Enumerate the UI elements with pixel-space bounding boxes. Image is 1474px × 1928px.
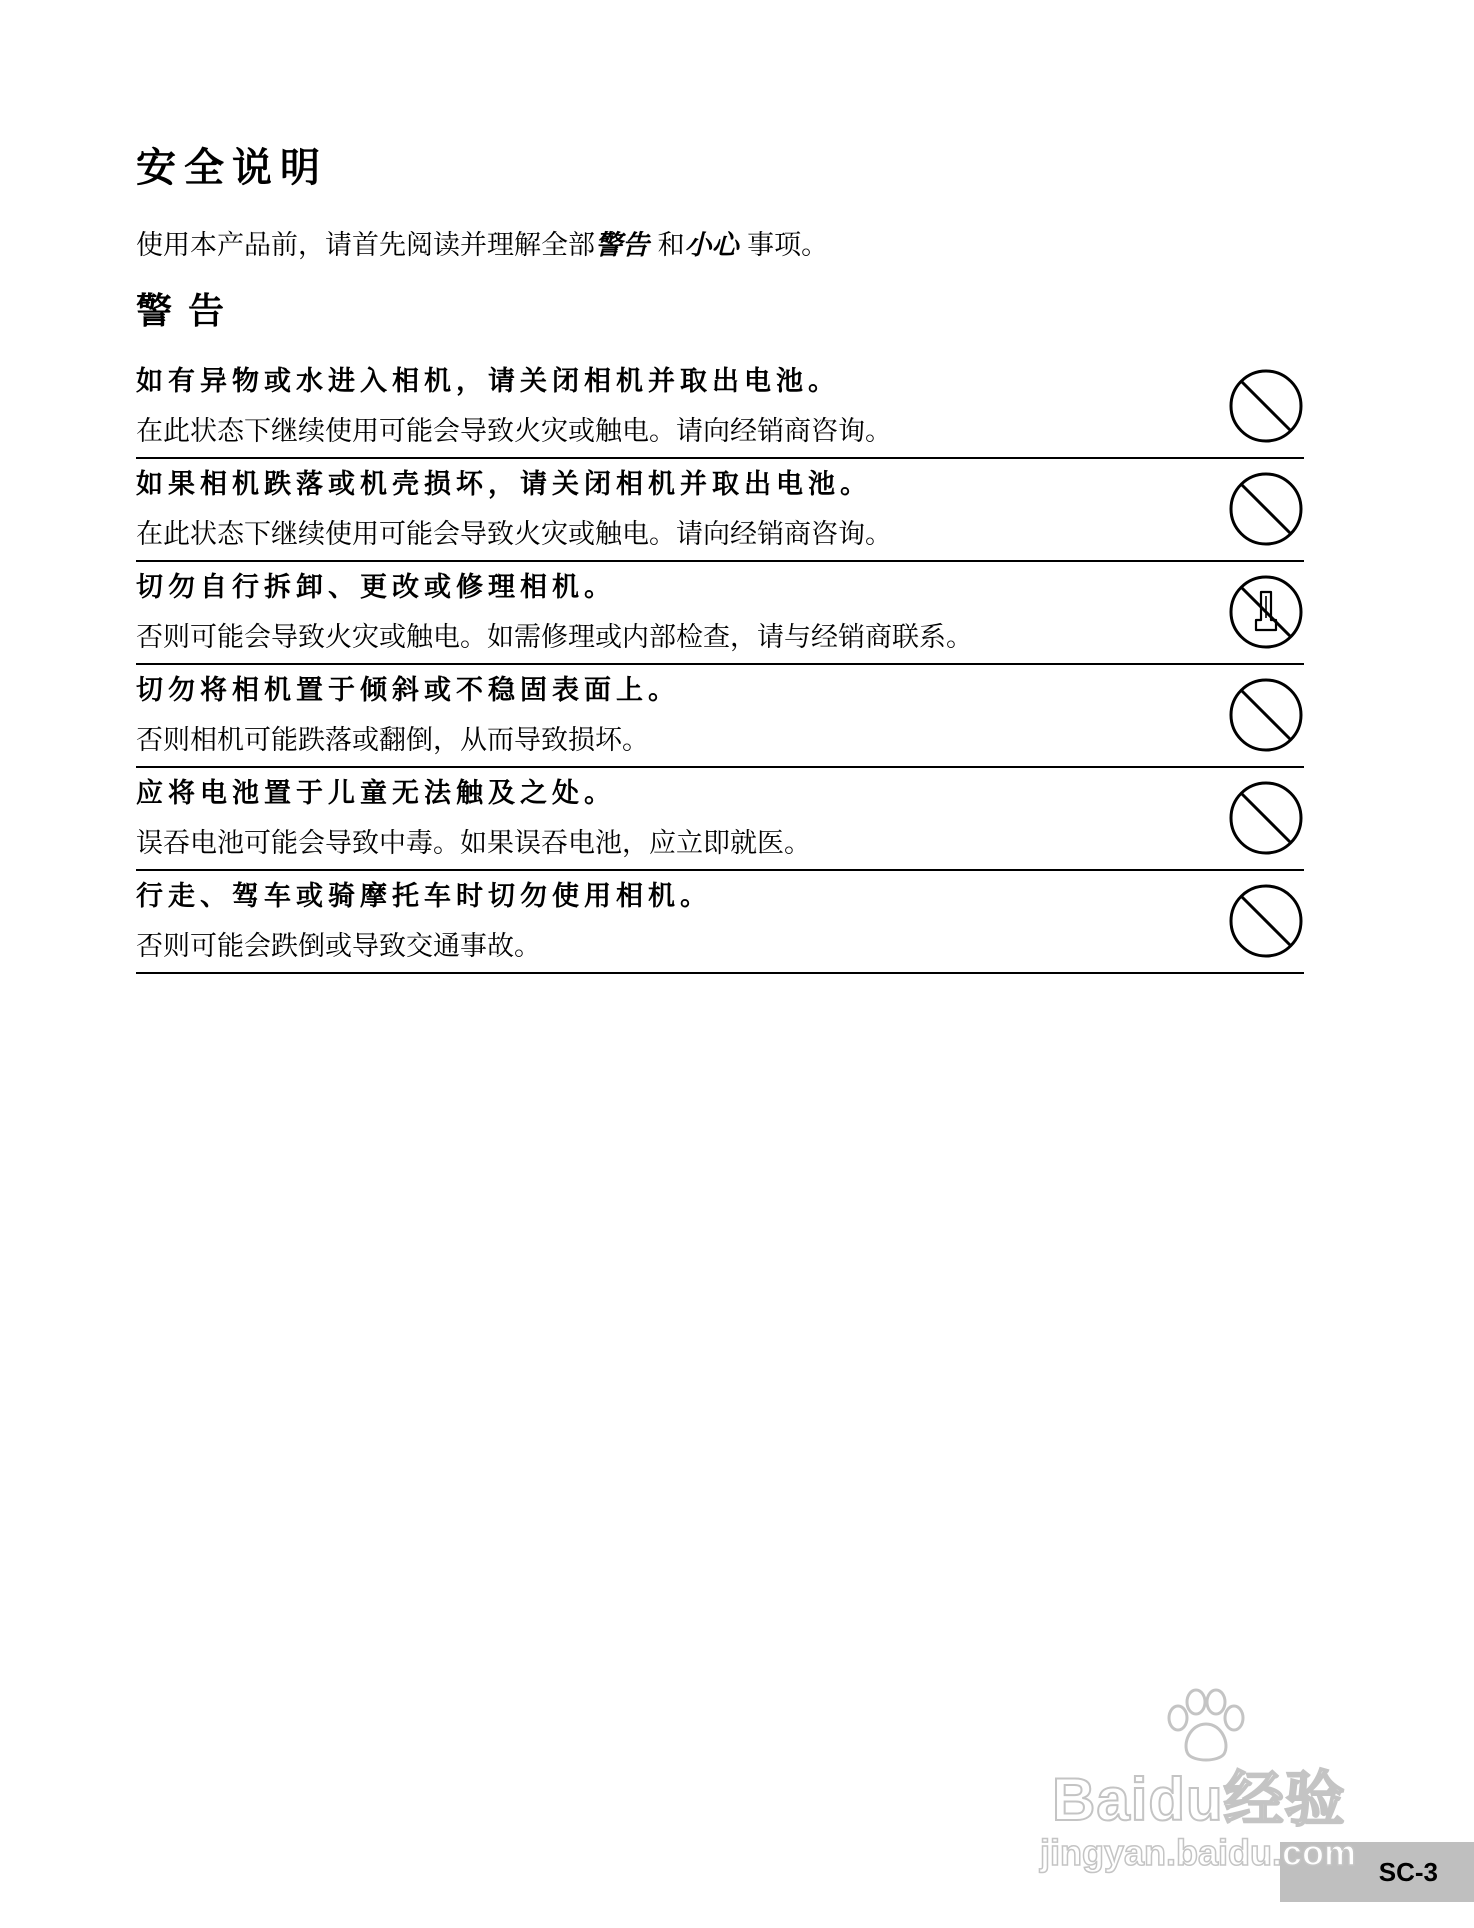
watermark-url: jingyan.baidu.com [1040,1832,1357,1873]
warning-text: 否则可能会导致火灾或触电。如需修理或内部检查，请与经销商联系。 [136,622,973,653]
warning-title: 如果相机跌落或机壳损坏，请关闭相机并取出电池。 [136,469,872,500]
page-number: SC-3 [1378,1857,1438,1887]
prohibited-icon [1228,780,1304,856]
warning-title: 切勿将相机置于倾斜或不稳固表面上。 [136,675,680,706]
prohibited-icon [1228,471,1304,547]
warning-row [136,356,1304,459]
prohibited-icon [1228,368,1304,444]
warning-text: 在此状态下继续使用可能会导致火灾或触电。请向经销商咨询。 [136,519,892,550]
warning-text: 在此状态下继续使用可能会导致火灾或触电。请向经销商咨询。 [136,416,892,447]
warning-title: 行走、驾车或骑摩托车时切勿使用相机。 [136,881,712,912]
warning-text: 否则可能会跌倒或导致交通事故。 [136,931,541,962]
baidu-watermark [1040,1682,1380,1882]
prohibited-icon [1228,883,1304,959]
no-disassembly-icon [1228,574,1304,650]
intro-middle: 和 [649,230,685,261]
warning-title: 切勿自行拆卸、更改或修理相机。 [136,572,616,603]
warning-row [136,562,1304,665]
warning-title: 如有异物或水进入相机，请关闭相机并取出电池。 [136,366,840,397]
intro-caution-word: 小心 [684,230,739,261]
warning-title: 应将电池置于儿童无法触及之处。 [136,778,616,809]
page-title: 安全说明 [136,145,328,191]
warning-text: 否则相机可能跌落或翻倒，从而导致损坏。 [136,725,649,756]
intro-before: 使用本产品前，请首先阅读并理解全部 [136,230,595,261]
warning-row [136,459,1304,562]
warning-row [136,768,1304,871]
warning-row [136,665,1304,768]
intro-text [136,226,828,266]
warning-text: 误吞电池可能会导致中毒。如果误吞电池，应立即就医。 [136,828,811,859]
watermark-logo: Baidu经验 [1052,1766,1346,1833]
prohibited-icon [1228,677,1304,753]
section-heading-warning: 警告 [136,291,241,332]
intro-after: 事项。 [738,230,829,261]
warning-list [136,356,1304,974]
intro-warning-word: 警告 [595,230,649,261]
warning-row [136,871,1304,974]
